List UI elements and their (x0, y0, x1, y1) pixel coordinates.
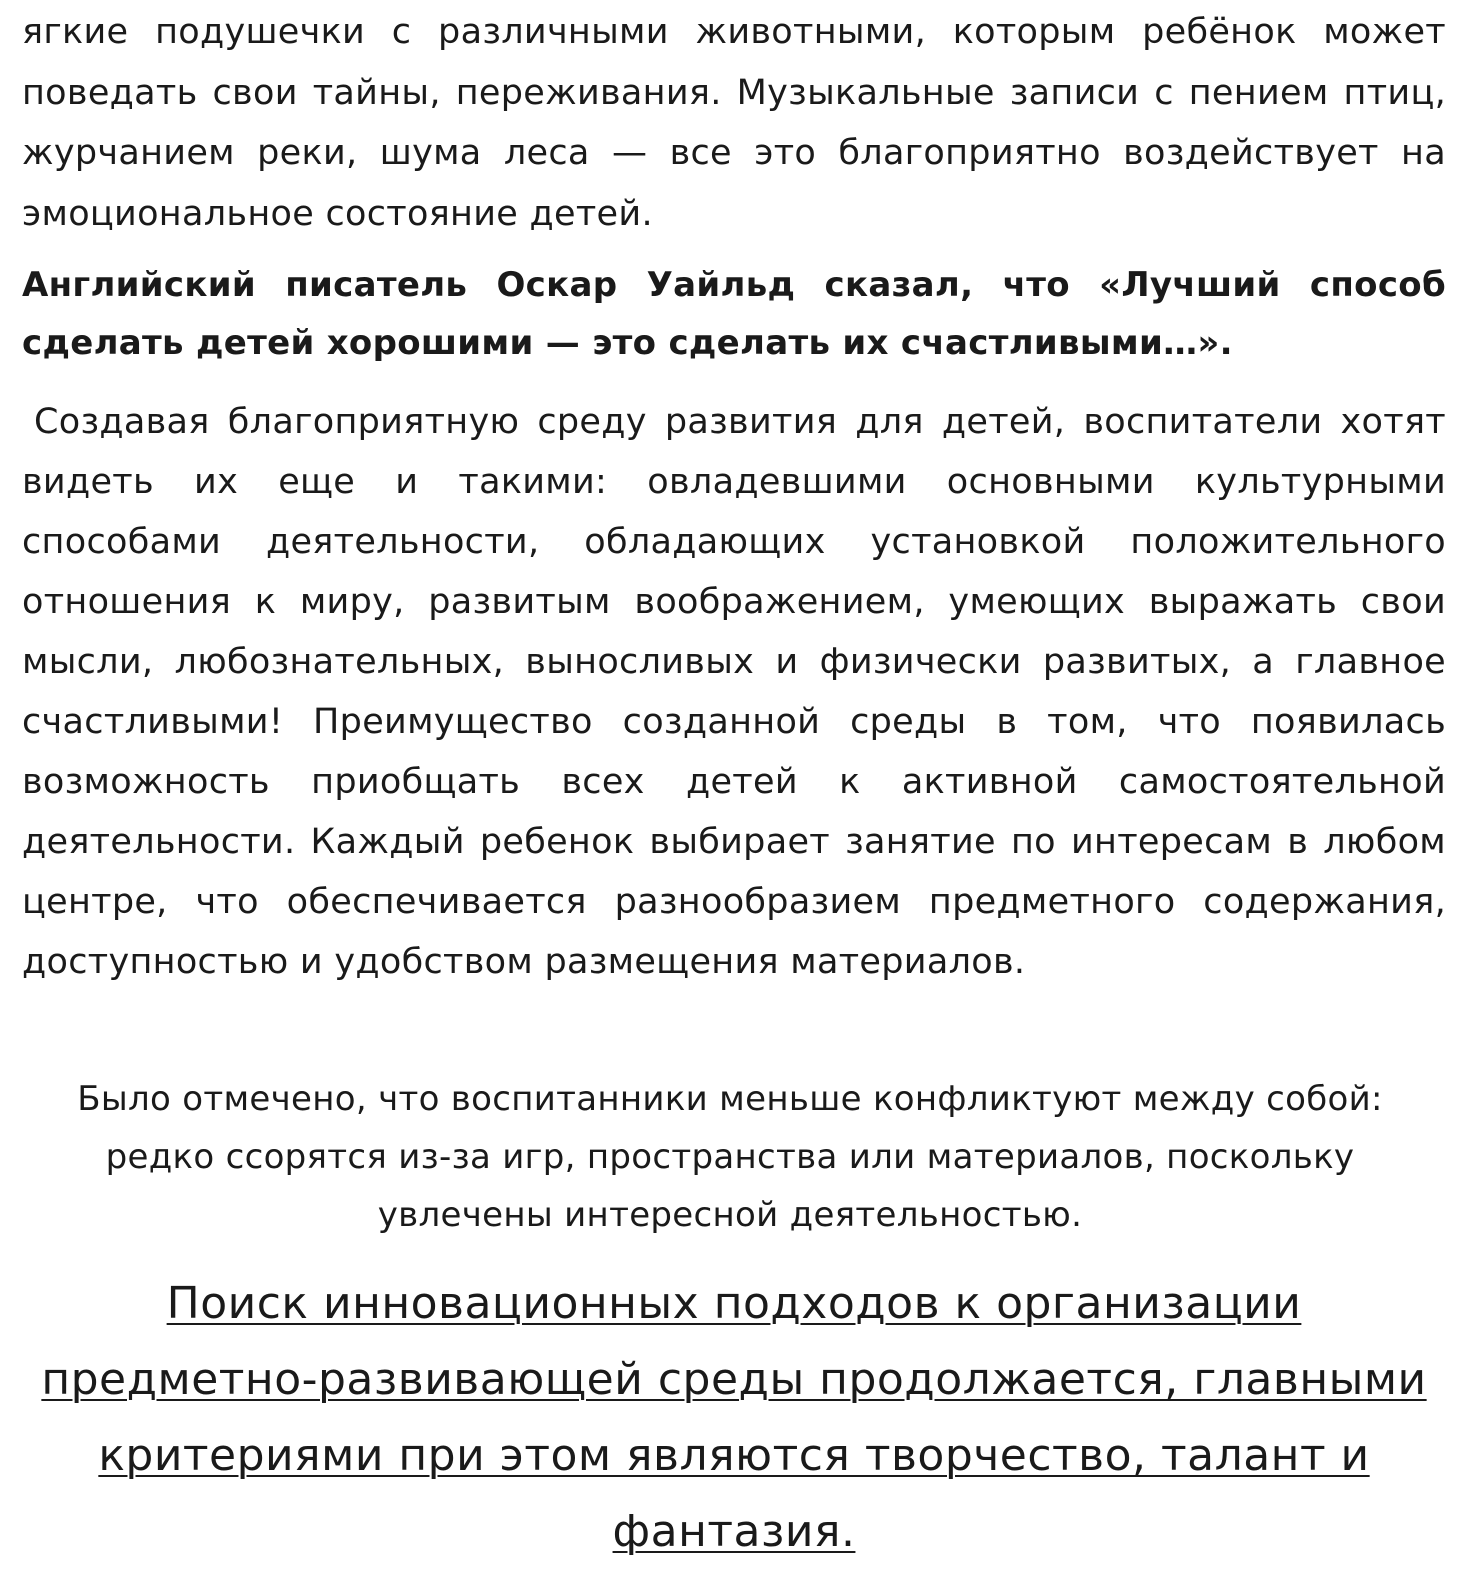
oscar-wilde-quote: Английский писатель Оскар Уайльд сказал, что «Лучший способ сделать детей хорошими — это сделать их счастливыми…». (22, 265, 1446, 363)
conclusion-heading: Поиск инновационных подходов к организации предметно-развивающей среды продолжается, главными критериями при этом являются творчество, талант и фантазия. (41, 1278, 1427, 1557)
conflict-observation-paragraph: Было отмечено, что воспитанники меньше конфликтуют между собой: редко ссорятся из-за игр, пространства или материалов, поскольку увлечены интересной деятельностью. (77, 1079, 1383, 1235)
environment-benefits-paragraph: Создавая благоприятную среду развития для детей, воспитатели хотят видеть их еще и такими: овладевшими основными культурными способами деятельности, обладающих установкой положительного отношения к миру, развитым воображением, умеющих выражать свои мысли, любознательных, выносливых и физически развитых, а главное счастливыми! Преимущество созданной среды в том, что появилась возможность приобщать всех детей к активной самостоятельной деятельности. Каждый ребенок выбирает занятие по интересам в любом центре, что обеспечивается разнообразием предметного содержания, доступностью и удобством размещения материалов. (22, 402, 1446, 982)
intro-paragraph: ягкие подушечки с различными животными, которым ребёнок может поведать свои тайны, переживания. Музыкальные записи с пением птиц, журчанием реки, шума леса — все это благоприятно воздействует на эмоциональное состояние детей. (22, 12, 1446, 234)
